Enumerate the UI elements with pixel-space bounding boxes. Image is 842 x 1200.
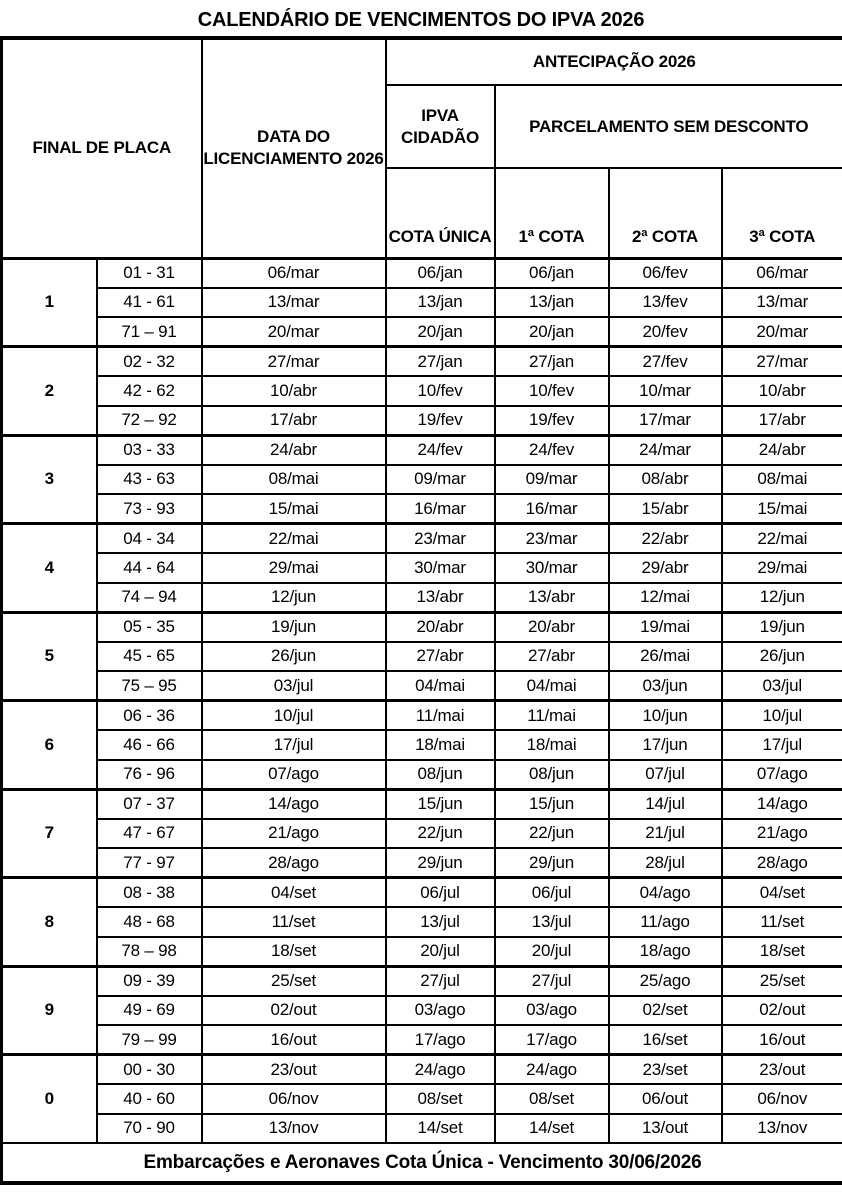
cota2-date-cell: 03/jun [609, 671, 722, 701]
plate-range-cell: 79 – 99 [97, 1025, 202, 1055]
footer-note: Embarcações e Aeronaves Cota Única - Vencimento 30/06/2026 [2, 1143, 842, 1183]
licensing-date-cell: 06/mar [202, 258, 386, 288]
licensing-date-cell: 11/set [202, 907, 386, 937]
cota-unica-date-cell: 24/fev [386, 435, 495, 465]
cota-unica-date-cell: 06/jan [386, 258, 495, 288]
cota2-date-cell: 25/ago [609, 966, 722, 996]
cota-unica-date-cell: 23/mar [386, 524, 495, 554]
cota-unica-date-cell: 20/jan [386, 317, 495, 347]
final-de-placa-digit: 3 [2, 435, 97, 524]
plate-range-cell: 07 - 37 [97, 789, 202, 819]
cota3-date-cell: 18/set [722, 937, 842, 967]
table-row [2, 730, 842, 760]
cota1-date-cell: 27/jul [495, 966, 609, 996]
cota3-date-cell: 13/nov [722, 1114, 842, 1144]
cota2-date-cell: 17/mar [609, 406, 722, 436]
plate-range-cell: 02 - 32 [97, 347, 202, 377]
cota3-date-cell: 15/mai [722, 494, 842, 524]
cota3-date-cell: 07/ago [722, 760, 842, 790]
cota2-date-cell: 06/out [609, 1084, 722, 1114]
cota1-date-cell: 03/ago [495, 996, 609, 1026]
licensing-date-cell: 08/mai [202, 465, 386, 495]
cota3-date-cell: 23/out [722, 1055, 842, 1085]
table-row [2, 376, 842, 406]
header-ipva-cidadao: IPVA CIDADÃO [386, 85, 495, 168]
cota2-date-cell: 26/mai [609, 642, 722, 672]
cota2-date-cell: 21/jul [609, 819, 722, 849]
cota2-date-cell: 12/mai [609, 583, 722, 613]
plate-range-cell: 72 – 92 [97, 406, 202, 436]
cota-unica-date-cell: 27/abr [386, 642, 495, 672]
plate-range-cell: 46 - 66 [97, 730, 202, 760]
licensing-date-cell: 06/nov [202, 1084, 386, 1114]
cota1-date-cell: 13/jul [495, 907, 609, 937]
cota2-date-cell: 29/abr [609, 553, 722, 583]
licensing-date-cell: 07/ago [202, 760, 386, 790]
cota-unica-date-cell: 08/set [386, 1084, 495, 1114]
licensing-date-cell: 27/mar [202, 347, 386, 377]
plate-range-cell: 41 - 61 [97, 288, 202, 318]
cota-unica-date-cell: 29/jun [386, 848, 495, 878]
plate-range-cell: 76 - 96 [97, 760, 202, 790]
cota3-date-cell: 08/mai [722, 465, 842, 495]
plate-range-cell: 05 - 35 [97, 612, 202, 642]
licensing-date-cell: 26/jun [202, 642, 386, 672]
cota3-date-cell: 06/nov [722, 1084, 842, 1114]
final-de-placa-digit: 1 [2, 258, 97, 347]
table-row [2, 435, 842, 465]
header-1a-cota: 1ª COTA [495, 168, 609, 258]
cota1-date-cell: 08/set [495, 1084, 609, 1114]
cota3-date-cell: 14/ago [722, 789, 842, 819]
cota-unica-date-cell: 10/fev [386, 376, 495, 406]
cota1-date-cell: 04/mai [495, 671, 609, 701]
table-body [2, 258, 842, 1143]
plate-range-cell: 75 – 95 [97, 671, 202, 701]
cota-unica-date-cell: 18/mai [386, 730, 495, 760]
plate-range-cell: 49 - 69 [97, 996, 202, 1026]
cota1-date-cell: 16/mar [495, 494, 609, 524]
cota1-date-cell: 18/mai [495, 730, 609, 760]
cota1-date-cell: 11/mai [495, 701, 609, 731]
table-row [2, 701, 842, 731]
cota2-date-cell: 22/abr [609, 524, 722, 554]
cota2-date-cell: 28/jul [609, 848, 722, 878]
plate-range-cell: 70 - 90 [97, 1114, 202, 1144]
cota2-date-cell: 04/ago [609, 878, 722, 908]
table-row [2, 848, 842, 878]
cota1-date-cell: 14/set [495, 1114, 609, 1144]
cota3-date-cell: 24/abr [722, 435, 842, 465]
cota1-date-cell: 13/abr [495, 583, 609, 613]
cota2-date-cell: 07/jul [609, 760, 722, 790]
final-de-placa-digit: 0 [2, 1055, 97, 1144]
plate-range-cell: 43 - 63 [97, 465, 202, 495]
plate-range-cell: 08 - 38 [97, 878, 202, 908]
table-row [2, 317, 842, 347]
table-row [2, 966, 842, 996]
table-row [2, 583, 842, 613]
plate-range-cell: 44 - 64 [97, 553, 202, 583]
final-de-placa-digit: 4 [2, 524, 97, 613]
table-row [2, 406, 842, 436]
cota3-date-cell: 06/mar [722, 258, 842, 288]
cota1-date-cell: 29/jun [495, 848, 609, 878]
licensing-date-cell: 12/jun [202, 583, 386, 613]
plate-range-cell: 71 – 91 [97, 317, 202, 347]
cota3-date-cell: 17/jul [722, 730, 842, 760]
cota3-date-cell: 02/out [722, 996, 842, 1026]
plate-range-cell: 78 – 98 [97, 937, 202, 967]
cota3-date-cell: 10/jul [722, 701, 842, 731]
cota3-date-cell: 19/jun [722, 612, 842, 642]
cota-unica-date-cell: 09/mar [386, 465, 495, 495]
table-row [2, 524, 842, 554]
cota1-date-cell: 22/jun [495, 819, 609, 849]
cota1-date-cell: 08/jun [495, 760, 609, 790]
cota3-date-cell: 26/jun [722, 642, 842, 672]
cota3-date-cell: 20/mar [722, 317, 842, 347]
final-de-placa-digit: 6 [2, 701, 97, 790]
cota-unica-date-cell: 27/jul [386, 966, 495, 996]
licensing-date-cell: 13/nov [202, 1114, 386, 1144]
table-row [2, 760, 842, 790]
header-parcelamento: PARCELAMENTO SEM DESCONTO [495, 85, 842, 168]
table-row [2, 907, 842, 937]
table-row [2, 819, 842, 849]
cota1-date-cell: 17/ago [495, 1025, 609, 1055]
cota2-date-cell: 15/abr [609, 494, 722, 524]
cota2-date-cell: 18/ago [609, 937, 722, 967]
cota2-date-cell: 27/fev [609, 347, 722, 377]
licensing-date-cell: 16/out [202, 1025, 386, 1055]
cota3-date-cell: 11/set [722, 907, 842, 937]
cota2-date-cell: 10/jun [609, 701, 722, 731]
cota3-date-cell: 10/abr [722, 376, 842, 406]
licensing-date-cell: 10/abr [202, 376, 386, 406]
cota-unica-date-cell: 17/ago [386, 1025, 495, 1055]
plate-range-cell: 48 - 68 [97, 907, 202, 937]
cota3-date-cell: 25/set [722, 966, 842, 996]
licensing-date-cell: 17/jul [202, 730, 386, 760]
table-row [2, 937, 842, 967]
cota1-date-cell: 23/mar [495, 524, 609, 554]
licensing-date-cell: 28/ago [202, 848, 386, 878]
cota2-date-cell: 08/abr [609, 465, 722, 495]
cota1-date-cell: 20/jul [495, 937, 609, 967]
plate-range-cell: 04 - 34 [97, 524, 202, 554]
cota3-date-cell: 29/mai [722, 553, 842, 583]
cota-unica-date-cell: 13/jan [386, 288, 495, 318]
licensing-date-cell: 04/set [202, 878, 386, 908]
plate-range-cell: 01 - 31 [97, 258, 202, 288]
cota1-date-cell: 10/fev [495, 376, 609, 406]
header-cota-unica: COTA ÚNICA [386, 168, 495, 258]
table-row [2, 1084, 842, 1114]
cota2-date-cell: 02/set [609, 996, 722, 1026]
table-footer [2, 1143, 842, 1183]
licensing-date-cell: 13/mar [202, 288, 386, 318]
cota-unica-date-cell: 16/mar [386, 494, 495, 524]
header-antecipacao: ANTECIPAÇÃO 2026 [386, 38, 842, 85]
cota-unica-date-cell: 27/jan [386, 347, 495, 377]
cota1-date-cell: 20/abr [495, 612, 609, 642]
table-row [2, 347, 842, 377]
table-row [2, 996, 842, 1026]
table-row [2, 642, 842, 672]
table-row [2, 612, 842, 642]
plate-range-cell: 03 - 33 [97, 435, 202, 465]
header-final-de-placa: FINAL DE PLACA [2, 38, 202, 258]
cota2-date-cell: 19/mai [609, 612, 722, 642]
licensing-date-cell: 02/out [202, 996, 386, 1026]
cota1-date-cell: 24/ago [495, 1055, 609, 1085]
cota3-date-cell: 12/jun [722, 583, 842, 613]
licensing-date-cell: 29/mai [202, 553, 386, 583]
cota1-date-cell: 06/jul [495, 878, 609, 908]
cota1-date-cell: 06/jan [495, 258, 609, 288]
plate-range-cell: 74 – 94 [97, 583, 202, 613]
cota3-date-cell: 27/mar [722, 347, 842, 377]
page-title: CALENDÁRIO DE VENCIMENTOS DO IPVA 2026 [197, 9, 645, 31]
cota2-date-cell: 13/out [609, 1114, 722, 1144]
cota3-date-cell: 28/ago [722, 848, 842, 878]
cota1-date-cell: 13/jan [495, 288, 609, 318]
cota-unica-date-cell: 13/abr [386, 583, 495, 613]
final-de-placa-digit: 2 [2, 347, 97, 436]
plate-range-cell: 00 - 30 [97, 1055, 202, 1085]
final-de-placa-digit: 5 [2, 612, 97, 701]
cota1-date-cell: 24/fev [495, 435, 609, 465]
plate-range-cell: 77 - 97 [97, 848, 202, 878]
cota1-date-cell: 09/mar [495, 465, 609, 495]
table-row [2, 258, 842, 288]
cota3-date-cell: 13/mar [722, 288, 842, 318]
cota-unica-date-cell: 13/jul [386, 907, 495, 937]
licensing-date-cell: 23/out [202, 1055, 386, 1085]
cota1-date-cell: 19/fev [495, 406, 609, 436]
cota-unica-date-cell: 22/jun [386, 819, 495, 849]
plate-range-cell: 73 - 93 [97, 494, 202, 524]
cota-unica-date-cell: 04/mai [386, 671, 495, 701]
cota2-date-cell: 20/fev [609, 317, 722, 347]
licensing-date-cell: 15/mai [202, 494, 386, 524]
licensing-date-cell: 14/ago [202, 789, 386, 819]
cota-unica-date-cell: 08/jun [386, 760, 495, 790]
cota-unica-date-cell: 03/ago [386, 996, 495, 1026]
cota2-date-cell: 24/mar [609, 435, 722, 465]
table-row [2, 1114, 842, 1144]
cota3-date-cell: 03/jul [722, 671, 842, 701]
cota2-date-cell: 16/set [609, 1025, 722, 1055]
cota-unica-date-cell: 24/ago [386, 1055, 495, 1085]
final-de-placa-digit: 9 [2, 966, 97, 1055]
cota3-date-cell: 22/mai [722, 524, 842, 554]
licensing-date-cell: 20/mar [202, 317, 386, 347]
cota-unica-date-cell: 14/set [386, 1114, 495, 1144]
licensing-date-cell: 24/abr [202, 435, 386, 465]
plate-range-cell: 45 - 65 [97, 642, 202, 672]
plate-range-cell: 40 - 60 [97, 1084, 202, 1114]
licensing-date-cell: 25/set [202, 966, 386, 996]
cota1-date-cell: 27/abr [495, 642, 609, 672]
header-row-1 [2, 38, 842, 85]
table-row [2, 878, 842, 908]
plate-range-cell: 42 - 62 [97, 376, 202, 406]
cota2-date-cell: 17/jun [609, 730, 722, 760]
cota2-date-cell: 23/set [609, 1055, 722, 1085]
cota-unica-date-cell: 20/abr [386, 612, 495, 642]
table-row [2, 553, 842, 583]
cota1-date-cell: 27/jan [495, 347, 609, 377]
table-row [2, 1055, 842, 1085]
table-row [2, 789, 842, 819]
ipva-calendar-table [0, 36, 842, 1185]
licensing-date-cell: 21/ago [202, 819, 386, 849]
cota3-date-cell: 04/set [722, 878, 842, 908]
licensing-date-cell: 19/jun [202, 612, 386, 642]
table-row [2, 1025, 842, 1055]
cota-unica-date-cell: 06/jul [386, 878, 495, 908]
cota2-date-cell: 11/ago [609, 907, 722, 937]
licensing-date-cell: 10/jul [202, 701, 386, 731]
footer-row [2, 1143, 842, 1183]
cota3-date-cell: 16/out [722, 1025, 842, 1055]
cota-unica-date-cell: 19/fev [386, 406, 495, 436]
plate-range-cell: 09 - 39 [97, 966, 202, 996]
cota-unica-date-cell: 30/mar [386, 553, 495, 583]
header-2a-cota: 2ª COTA [609, 168, 722, 258]
cota1-date-cell: 15/jun [495, 789, 609, 819]
cota2-date-cell: 10/mar [609, 376, 722, 406]
plate-range-cell: 47 - 67 [97, 819, 202, 849]
table-row [2, 671, 842, 701]
cota2-date-cell: 13/fev [609, 288, 722, 318]
cota1-date-cell: 30/mar [495, 553, 609, 583]
final-de-placa-digit: 8 [2, 878, 97, 967]
cota3-date-cell: 21/ago [722, 819, 842, 849]
cota3-date-cell: 17/abr [722, 406, 842, 436]
table-row [2, 465, 842, 495]
plate-range-cell: 06 - 36 [97, 701, 202, 731]
cota-unica-date-cell: 20/jul [386, 937, 495, 967]
table-header [2, 38, 842, 258]
header-data-licenciamento: DATA DO LICENCIAMENTO 2026 [202, 38, 386, 258]
table-row [2, 288, 842, 318]
cota2-date-cell: 14/jul [609, 789, 722, 819]
header-3a-cota: 3ª COTA [722, 168, 842, 258]
licensing-date-cell: 22/mai [202, 524, 386, 554]
cota1-date-cell: 20/jan [495, 317, 609, 347]
licensing-date-cell: 17/abr [202, 406, 386, 436]
table-row [2, 494, 842, 524]
licensing-date-cell: 18/set [202, 937, 386, 967]
licensing-date-cell: 03/jul [202, 671, 386, 701]
cota-unica-date-cell: 15/jun [386, 789, 495, 819]
final-de-placa-digit: 7 [2, 789, 97, 878]
cota2-date-cell: 06/fev [609, 258, 722, 288]
cota-unica-date-cell: 11/mai [386, 701, 495, 731]
